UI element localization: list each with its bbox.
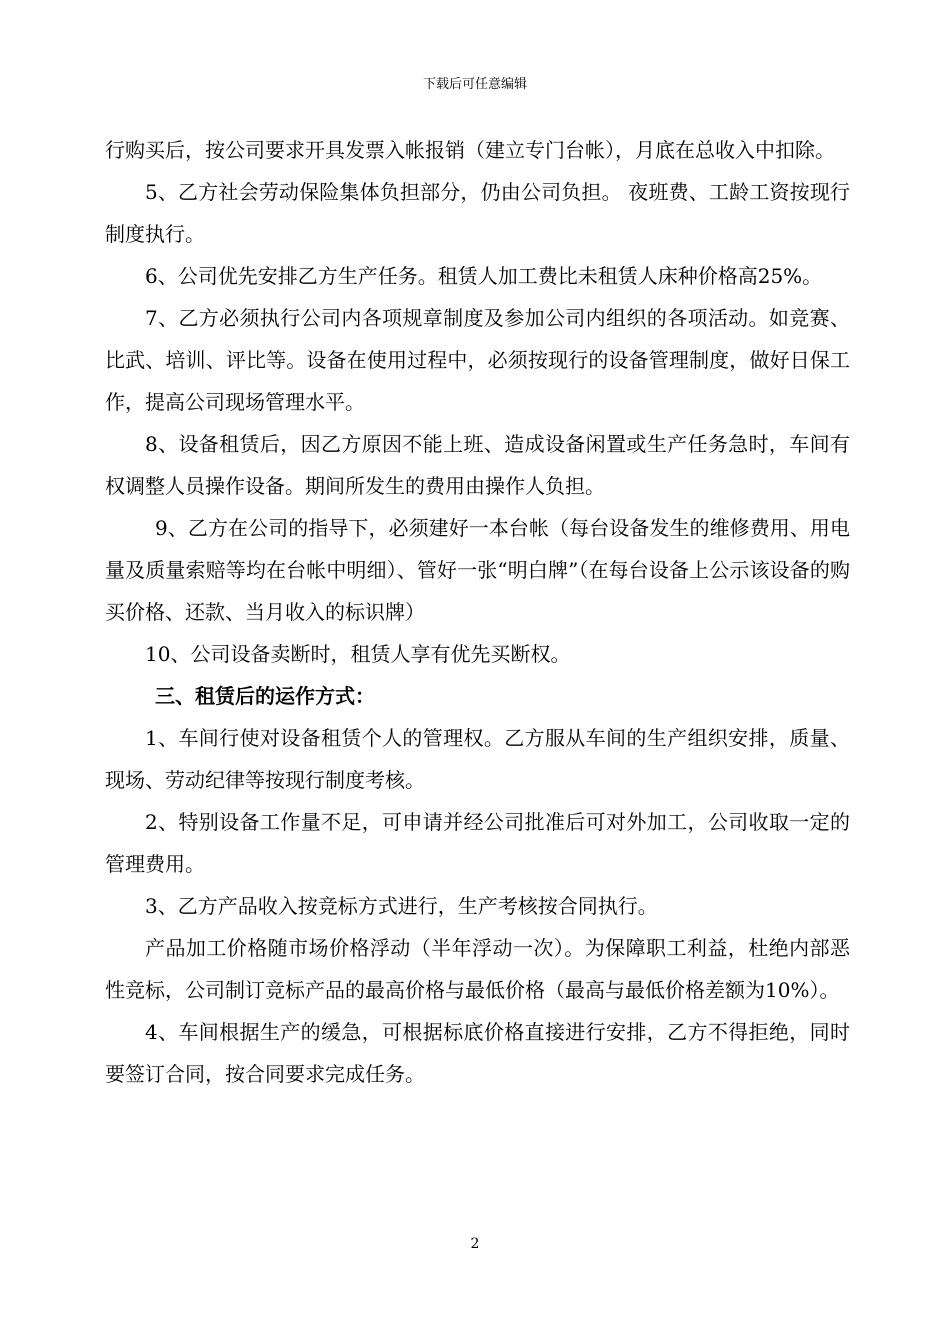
paragraph-item-7: 7、乙方必须执行公司内各项规章制度及参加公司内组织的各项活动。如竞赛、比武、培训、评比等。设备在使用过程中，必须按现行的设备管理制度，做好日保工作，提高公司现场管理水平。 [105,306,850,414]
document-body [105,129,850,1095]
paragraph-section3-item-2: 2、特别设备工作量不足，可申请并经公司批准后可对外加工，公司收取一定的管理费用。 [105,810,850,876]
page-header: 下载后可任意编辑 [422,77,527,92]
page-number: 2 [470,1236,480,1252]
paragraph-item-6: 6、公司优先安排乙方生产任务。租赁人加工费比未租赁人床种价格高25%。 [145,264,823,288]
paragraph-continuation: 行购买后，按公司要求开具发票入帐报销（建立专门台帐），月底在总收入中扣除。 [105,138,835,162]
paragraph-section3-item-4: 4、车间根据生产的缓急，可根据标底价格直接进行安排，乙方不得拒绝，同时要签订合同，按合同要求完成任务。 [105,1020,850,1086]
section-heading-3: 三、租赁后的运作方式： [155,684,375,708]
paragraph-item-10: 10、公司设备卖断时，租赁人享有优先买断权。 [145,642,571,666]
paragraph-section3-item-1: 1、车间行使对设备租赁个人的管理权。乙方服从车间的生产组织安排，质量、现场、劳动纪律等按现行制度考核。 [105,726,850,792]
paragraph-pricing: 产品加工价格随市场价格浮动（半年浮动一次）。为保障职工利益，杜绝内部恶性竞标，公司制订竞标产品的最高价格与最低价格（最高与最低价格差额为10%）。 [105,936,850,1002]
paragraph-item-5: 5、乙方社会劳动保险集体负担部分，仍由公司负担。 夜班费、工龄工资按现行制度执行。 [105,180,850,246]
paragraph-item-8: 8、设备租赁后，因乙方原因不能上班、造成设备闲置或生产任务急时，车间有权调整人员操作设备。期间所发生的费用由操作人负担。 [105,432,850,498]
paragraph-item-9: 9、乙方在公司的指导下，必须建好一本台帐（每台设备发生的维修费用、用电量及质量索赔等均在台帐中明细）、管好一张“明白牌”（在每台设备上公示该设备的购买价格、还款、当月收入的标识牌） [105,516,850,624]
paragraph-section3-item-3: 3、乙方产品收入按竞标方式进行，生产考核按合同执行。 [145,894,658,918]
